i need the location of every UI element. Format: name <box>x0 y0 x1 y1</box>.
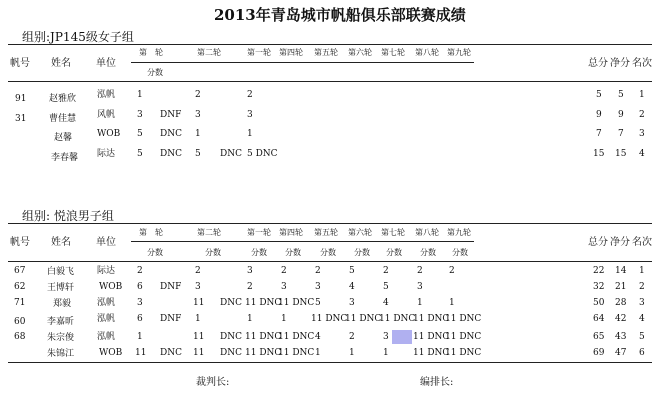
score-cell: 11 <box>193 348 205 358</box>
rank: 4 <box>639 149 645 159</box>
score-cell: 4 <box>349 282 355 292</box>
header-score: 分数 <box>147 248 163 257</box>
total-score: 69 <box>593 348 605 358</box>
sail-number: 67 <box>14 266 26 276</box>
score-cell: DNC <box>220 348 242 358</box>
score-cell: 1 <box>247 129 253 139</box>
group-label: 组别: 悦浪男子组 <box>22 209 114 223</box>
header-round: 第五轮 <box>314 228 338 237</box>
score-cell: DNC <box>160 149 182 159</box>
score-cell: 4 <box>315 332 321 342</box>
score-cell: DNC <box>220 149 242 159</box>
score-cell: 5 <box>315 298 321 308</box>
net-score: 5 <box>618 90 624 100</box>
recorder-signature-label: 编排长: <box>420 377 454 388</box>
header-name: 姓名 <box>51 237 71 248</box>
score-cell: 3 <box>281 282 287 292</box>
score-cell: 3 <box>195 282 201 292</box>
total-score: 15 <box>593 149 605 159</box>
header-round: 第七轮 <box>381 228 405 237</box>
score-cell: 5 <box>349 266 355 276</box>
header-rank: 名次 <box>632 237 652 248</box>
score-cell: 1 <box>195 314 201 324</box>
group-label: 组别:JP145级女子组 <box>22 30 134 44</box>
rank: 1 <box>639 266 645 276</box>
athlete-name: 朱锦江 <box>47 349 75 359</box>
score-cell: 11 DNC <box>379 314 416 324</box>
score-cell: 1 <box>137 90 143 100</box>
score-cell: 4 <box>383 298 389 308</box>
score-cell: 6 <box>137 282 143 292</box>
header-round: 第四轮 <box>279 228 303 237</box>
score-cell: 1 <box>281 314 287 324</box>
header-score: 分数 <box>386 248 402 257</box>
unit: 泓帆 <box>97 314 116 324</box>
score-cell: 11 DNC <box>413 314 450 324</box>
net-score: 43 <box>615 332 627 342</box>
score-cell: DNF <box>160 110 182 120</box>
header-round: 第五轮 <box>314 48 338 57</box>
score-cell: 2 <box>417 266 423 276</box>
header-round: 第二轮 <box>197 228 221 237</box>
sail-number: 62 <box>14 282 26 292</box>
score-cell: 11 <box>193 332 205 342</box>
score-cell: 1 <box>417 298 423 308</box>
unit: 际达 <box>97 266 116 276</box>
header-score: 分数 <box>147 68 163 77</box>
score-cell: 11 DNC <box>413 348 450 358</box>
score-cell: 2 <box>315 266 321 276</box>
score-cell: 11 DNC <box>445 332 482 342</box>
score-cell: 2 <box>349 332 355 342</box>
total-score: 7 <box>596 129 602 139</box>
score-cell: 5 <box>383 282 389 292</box>
rank: 1 <box>639 90 645 100</box>
score-cell: 1 <box>137 332 143 342</box>
header-total: 总分 <box>588 58 608 69</box>
highlighted-cell <box>392 330 412 344</box>
score-cell: DNC <box>160 129 182 139</box>
athlete-name: 郑毅 <box>53 299 72 309</box>
sail-number: 91 <box>15 94 27 104</box>
score-cell: 3 <box>195 110 201 120</box>
header-total: 总分 <box>588 237 608 248</box>
unit: 泓帆 <box>97 298 116 308</box>
header-round: 第 轮 <box>139 48 163 57</box>
header-divider <box>131 62 474 63</box>
score-cell: 3 <box>247 110 253 120</box>
score-cell: 11 DNC <box>245 298 282 308</box>
header-score: 分数 <box>354 248 370 257</box>
score-cell: 11 <box>193 298 205 308</box>
net-score: 9 <box>618 110 624 120</box>
score-cell: 3 <box>137 110 143 120</box>
header-round: 第二轮 <box>197 48 221 57</box>
score-cell: 2 <box>195 90 201 100</box>
rank: 2 <box>639 282 645 292</box>
sail-number: 60 <box>14 317 26 327</box>
score-cell: 11 DNC <box>245 332 282 342</box>
score-cell: 11 DNC <box>245 348 282 358</box>
score-cell: DNC <box>220 298 242 308</box>
score-cell: 2 <box>383 266 389 276</box>
score-cell: DNC <box>160 348 182 358</box>
net-score: 47 <box>615 348 627 358</box>
sail-number: 71 <box>14 298 26 308</box>
header-round: 第一轮 <box>247 48 271 57</box>
score-cell: 3 <box>137 298 143 308</box>
net-score: 14 <box>615 266 627 276</box>
header-sail: 帆号 <box>10 58 30 69</box>
header-net: 净分 <box>610 58 630 69</box>
header-round: 第 轮 <box>139 228 163 237</box>
score-cell: 11 DNC <box>278 298 315 308</box>
rank: 3 <box>639 298 645 308</box>
score-cell: 5 <box>137 149 143 159</box>
score-cell: 6 <box>137 314 143 324</box>
score-cell: 11 DNC <box>278 348 315 358</box>
header-round: 第一轮 <box>247 228 271 237</box>
header-round: 第九轮 <box>447 48 471 57</box>
score-cell: 11 DNC <box>445 348 482 358</box>
score-cell: 1 <box>349 348 355 358</box>
score-cell: DNF <box>160 314 182 324</box>
header-score: 分数 <box>205 248 221 257</box>
header-round: 第八轮 <box>415 48 439 57</box>
score-cell: 1 <box>195 129 201 139</box>
athlete-name: 白毅飞 <box>47 267 75 277</box>
net-score: 42 <box>615 314 627 324</box>
score-cell: 11 DNC <box>345 314 382 324</box>
rank: 3 <box>639 129 645 139</box>
total-score: 64 <box>593 314 605 324</box>
unit: WOB <box>99 282 123 292</box>
score-cell: 11 DNC <box>278 332 315 342</box>
score-cell: 5 DNC <box>247 149 278 159</box>
unit: WOB <box>97 129 121 139</box>
total-score: 5 <box>596 90 602 100</box>
score-cell: DNF <box>160 282 182 292</box>
total-score: 50 <box>593 298 605 308</box>
header-name: 姓名 <box>51 58 71 69</box>
unit: 际达 <box>97 149 116 159</box>
header-unit: 单位 <box>96 237 116 248</box>
score-cell: 11 <box>135 348 147 358</box>
judge-signature-label: 裁判长: <box>196 377 230 388</box>
score-cell: 1 <box>383 348 389 358</box>
athlete-name: 朱宗俊 <box>47 333 75 343</box>
header-round: 第八轮 <box>415 228 439 237</box>
header-score: 分数 <box>320 248 336 257</box>
score-cell: DNC <box>220 332 242 342</box>
header-unit: 单位 <box>96 58 116 69</box>
score-cell: 2 <box>195 266 201 276</box>
divider <box>8 44 652 45</box>
score-cell: 11 DNC <box>413 332 450 342</box>
rank: 5 <box>639 332 645 342</box>
score-cell: 3 <box>383 332 389 342</box>
header-round: 第六轮 <box>348 228 372 237</box>
page-title: 2013年青岛城市帆船俱乐部联赛成绩 <box>214 6 466 24</box>
athlete-name: 王博轩 <box>47 283 75 293</box>
athlete-name: 赵雅欣 <box>49 94 77 104</box>
athlete-name: 曹佳慧 <box>49 114 77 124</box>
header-rank: 名次 <box>632 58 652 69</box>
total-score: 65 <box>593 332 605 342</box>
unit: 风帆 <box>97 110 116 120</box>
total-score: 32 <box>593 282 605 292</box>
sail-number: 68 <box>14 332 26 342</box>
unit: 泓帆 <box>97 90 116 100</box>
divider <box>8 81 652 82</box>
net-score: 7 <box>618 129 624 139</box>
unit: 泓帆 <box>97 332 116 342</box>
rank: 6 <box>639 348 645 358</box>
score-cell: 2 <box>247 282 253 292</box>
score-cell: 2 <box>247 90 253 100</box>
header-net: 净分 <box>610 237 630 248</box>
unit: WOB <box>99 348 123 358</box>
total-score: 22 <box>593 266 605 276</box>
header-score: 分数 <box>251 248 267 257</box>
score-cell: 1 <box>247 314 253 324</box>
score-cell: 3 <box>417 282 423 292</box>
score-cell: 5 <box>195 149 201 159</box>
header-score: 分数 <box>420 248 436 257</box>
score-cell: 2 <box>281 266 287 276</box>
athlete-name: 李嘉昕 <box>47 317 75 327</box>
score-cell: 1 <box>449 298 455 308</box>
header-divider <box>131 241 474 242</box>
header-round: 第九轮 <box>447 228 471 237</box>
divider <box>8 223 652 224</box>
sail-number: 31 <box>15 114 27 124</box>
athlete-name: 李春馨 <box>51 153 79 163</box>
rank: 4 <box>639 314 645 324</box>
athlete-name: 赵馨 <box>54 133 73 143</box>
net-score: 28 <box>615 298 627 308</box>
header-round: 第六轮 <box>348 48 372 57</box>
divider <box>8 362 652 363</box>
score-cell: 2 <box>137 266 143 276</box>
header-round: 第四轮 <box>279 48 303 57</box>
header-score: 分数 <box>285 248 301 257</box>
header-round: 第七轮 <box>381 48 405 57</box>
score-cell: 3 <box>247 266 253 276</box>
score-cell: 2 <box>449 266 455 276</box>
score-cell: 11 DNC <box>311 314 348 324</box>
net-score: 15 <box>615 149 627 159</box>
net-score: 21 <box>615 282 627 292</box>
score-cell: 11 DNC <box>445 314 482 324</box>
score-cell: 1 <box>315 348 321 358</box>
header-sail: 帆号 <box>10 237 30 248</box>
score-cell: 3 <box>315 282 321 292</box>
divider <box>8 261 652 262</box>
rank: 2 <box>639 110 645 120</box>
header-score: 分数 <box>452 248 468 257</box>
score-cell: 5 <box>137 129 143 139</box>
score-cell: 3 <box>349 298 355 308</box>
total-score: 9 <box>596 110 602 120</box>
